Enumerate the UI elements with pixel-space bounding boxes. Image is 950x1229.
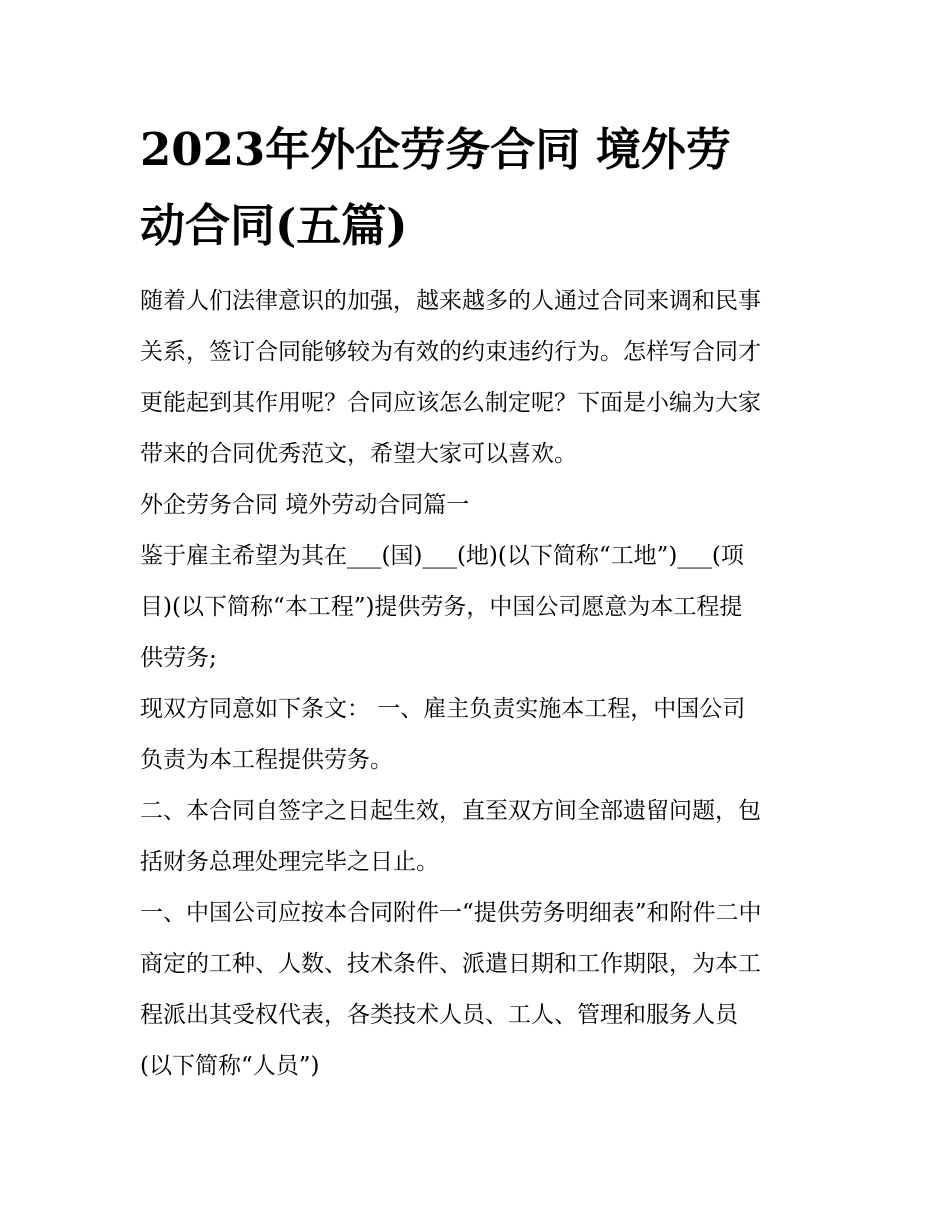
body-line: 带来的合同优秀范文，希望大家可以喜欢。 bbox=[140, 441, 577, 467]
body-line: (以下简称“人员”) bbox=[140, 1053, 320, 1079]
body-line: 负责为本工程提供劳务。 bbox=[140, 747, 393, 773]
document-title bbox=[140, 112, 800, 264]
body-line: 目)(以下简称“本工程”)提供劳务，中国公司愿意为本工程提 bbox=[140, 594, 743, 620]
title-line: 2023年外企劳务合同 境外劳 bbox=[140, 123, 731, 176]
section-heading: 外企劳务合同 境外劳动合同篇一 bbox=[140, 492, 470, 518]
body-line: 二、本合同自签字之日起生效，直至双方间全部遗留问题，包 bbox=[140, 798, 761, 824]
body-line: 随着人们法律意识的加强，越来越多的人通过合同来调和民事 bbox=[140, 288, 761, 314]
document-body bbox=[140, 276, 820, 1092]
body-line: 商定的工种、人数、技术条件、派遣日期和工作期限，为本工 bbox=[140, 951, 761, 977]
body-line: 现双方同意如下条文： 一、雇主负责实施本工程，中国公司 bbox=[140, 696, 746, 722]
body-line: 程派出其受权代表，各类技术人员、工人、管理和服务人员 bbox=[140, 1002, 738, 1028]
body-line: 括财务总理处理完毕之日止。 bbox=[140, 849, 439, 875]
body-line: 更能起到其作用呢？合同应该怎么制定呢？下面是小编为大家 bbox=[140, 390, 761, 416]
body-line: 供劳务; bbox=[140, 645, 217, 671]
title-line: 动合同(五篇) bbox=[140, 199, 408, 252]
body-line: 关系，签订合同能够较为有效的约束违约行为。怎样写合同才 bbox=[140, 339, 761, 365]
body-line: 鉴于雇主希望为其在___(国)___(地)(以下简称“工地”)___(项 bbox=[140, 543, 744, 569]
body-line: 一、中国公司应按本合同附件一“提供劳务明细表”和附件二中 bbox=[140, 900, 762, 926]
